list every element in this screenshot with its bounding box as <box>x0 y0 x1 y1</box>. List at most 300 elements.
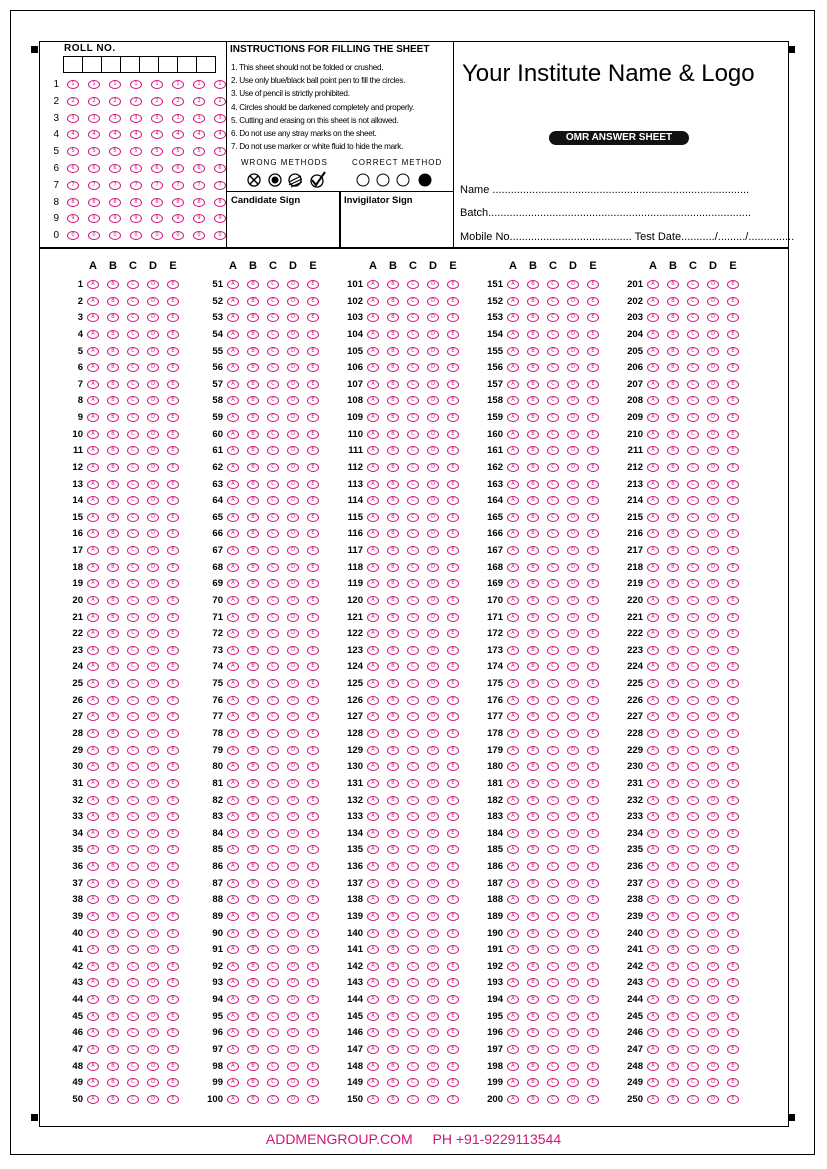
answer-bubble[interactable]: B <box>247 579 259 588</box>
answer-bubble[interactable]: E <box>447 629 459 638</box>
answer-bubble[interactable]: D <box>287 446 299 455</box>
answer-bubble[interactable]: B <box>527 396 539 405</box>
answer-bubble[interactable]: A <box>227 563 239 572</box>
answer-bubble[interactable]: A <box>87 1012 99 1021</box>
answer-bubble[interactable]: B <box>387 862 399 871</box>
answer-bubble[interactable]: E <box>167 1095 179 1104</box>
answer-bubble[interactable]: C <box>127 995 139 1004</box>
answer-bubble[interactable]: A <box>507 746 519 755</box>
roll-digit-bubble[interactable]: 1 <box>88 80 100 89</box>
answer-bubble[interactable]: A <box>227 363 239 372</box>
answer-bubble[interactable]: D <box>147 330 159 339</box>
answer-bubble[interactable]: C <box>267 845 279 854</box>
answer-bubble[interactable]: E <box>167 347 179 356</box>
answer-bubble[interactable]: D <box>707 845 719 854</box>
answer-bubble[interactable]: B <box>387 895 399 904</box>
answer-bubble[interactable]: A <box>87 812 99 821</box>
answer-bubble[interactable]: E <box>167 862 179 871</box>
answer-bubble[interactable]: D <box>567 862 579 871</box>
answer-bubble[interactable]: D <box>427 529 439 538</box>
answer-bubble[interactable]: E <box>447 380 459 389</box>
answer-bubble[interactable]: C <box>407 879 419 888</box>
answer-bubble[interactable]: D <box>707 563 719 572</box>
answer-bubble[interactable]: C <box>687 347 699 356</box>
answer-bubble[interactable]: B <box>667 696 679 705</box>
answer-bubble[interactable]: D <box>707 413 719 422</box>
answer-bubble[interactable]: C <box>407 1062 419 1071</box>
answer-bubble[interactable]: C <box>687 496 699 505</box>
answer-bubble[interactable]: B <box>667 446 679 455</box>
answer-bubble[interactable]: E <box>587 712 599 721</box>
answer-bubble[interactable]: B <box>667 679 679 688</box>
answer-bubble[interactable]: B <box>527 496 539 505</box>
answer-bubble[interactable]: D <box>147 629 159 638</box>
answer-bubble[interactable]: C <box>407 413 419 422</box>
answer-bubble[interactable]: E <box>447 978 459 987</box>
answer-bubble[interactable]: D <box>287 862 299 871</box>
answer-bubble[interactable]: C <box>127 313 139 322</box>
answer-bubble[interactable]: C <box>687 762 699 771</box>
answer-bubble[interactable]: A <box>227 929 239 938</box>
roll-digit-bubble[interactable]: 2 <box>214 97 226 106</box>
answer-bubble[interactable]: E <box>447 662 459 671</box>
answer-bubble[interactable]: A <box>87 596 99 605</box>
answer-bubble[interactable]: A <box>227 862 239 871</box>
roll-digit-bubble[interactable]: 5 <box>67 147 79 156</box>
answer-bubble[interactable]: C <box>127 729 139 738</box>
answer-bubble[interactable]: A <box>367 829 379 838</box>
answer-bubble[interactable]: A <box>507 380 519 389</box>
roll-digit-bubble[interactable]: 2 <box>130 97 142 106</box>
answer-bubble[interactable]: B <box>247 679 259 688</box>
answer-bubble[interactable]: E <box>307 347 319 356</box>
answer-bubble[interactable]: A <box>647 1028 659 1037</box>
answer-bubble[interactable]: E <box>587 912 599 921</box>
answer-bubble[interactable]: A <box>367 945 379 954</box>
answer-bubble[interactable]: A <box>647 929 659 938</box>
answer-bubble[interactable]: E <box>307 829 319 838</box>
answer-bubble[interactable]: B <box>107 380 119 389</box>
answer-bubble[interactable]: D <box>427 1078 439 1087</box>
answer-bubble[interactable]: C <box>407 962 419 971</box>
answer-bubble[interactable]: C <box>127 845 139 854</box>
answer-bubble[interactable]: D <box>147 978 159 987</box>
answer-bubble[interactable]: C <box>407 480 419 489</box>
answer-bubble[interactable]: A <box>87 563 99 572</box>
answer-bubble[interactable]: E <box>307 396 319 405</box>
answer-bubble[interactable]: E <box>727 812 739 821</box>
answer-bubble[interactable]: A <box>367 762 379 771</box>
answer-bubble[interactable]: E <box>307 845 319 854</box>
answer-bubble[interactable]: A <box>227 729 239 738</box>
answer-bubble[interactable]: B <box>667 1062 679 1071</box>
answer-bubble[interactable]: C <box>687 1078 699 1087</box>
answer-bubble[interactable]: E <box>587 480 599 489</box>
answer-bubble[interactable]: A <box>87 1045 99 1054</box>
answer-bubble[interactable]: B <box>247 396 259 405</box>
answer-bubble[interactable]: D <box>427 413 439 422</box>
answer-bubble[interactable]: E <box>587 396 599 405</box>
answer-bubble[interactable]: A <box>227 347 239 356</box>
answer-bubble[interactable]: A <box>367 430 379 439</box>
answer-bubble[interactable]: A <box>507 1028 519 1037</box>
answer-bubble[interactable]: B <box>527 796 539 805</box>
answer-bubble[interactable]: D <box>707 513 719 522</box>
answer-bubble[interactable]: D <box>427 1095 439 1104</box>
answer-bubble[interactable]: C <box>407 297 419 306</box>
answer-bubble[interactable]: A <box>367 529 379 538</box>
answer-bubble[interactable]: E <box>307 596 319 605</box>
answer-bubble[interactable]: D <box>287 895 299 904</box>
answer-bubble[interactable]: C <box>547 712 559 721</box>
answer-bubble[interactable]: A <box>87 945 99 954</box>
answer-bubble[interactable]: B <box>247 1095 259 1104</box>
answer-bubble[interactable]: C <box>267 1045 279 1054</box>
roll-digit-bubble[interactable]: 4 <box>172 130 184 139</box>
answer-bubble[interactable]: D <box>427 945 439 954</box>
answer-bubble[interactable]: E <box>447 895 459 904</box>
answer-bubble[interactable]: D <box>707 297 719 306</box>
answer-bubble[interactable]: A <box>367 563 379 572</box>
answer-bubble[interactable]: A <box>87 1028 99 1037</box>
roll-digit-bubble[interactable]: 2 <box>109 97 121 106</box>
batch-field[interactable]: Batch...................................................................................... <box>460 207 751 219</box>
answer-bubble[interactable]: A <box>367 962 379 971</box>
answer-bubble[interactable]: B <box>667 563 679 572</box>
answer-bubble[interactable]: D <box>567 1062 579 1071</box>
answer-bubble[interactable]: B <box>527 1045 539 1054</box>
answer-bubble[interactable]: B <box>387 1028 399 1037</box>
answer-bubble[interactable]: C <box>547 829 559 838</box>
answer-bubble[interactable]: C <box>267 413 279 422</box>
answer-bubble[interactable]: A <box>367 1078 379 1087</box>
answer-bubble[interactable]: A <box>87 546 99 555</box>
answer-bubble[interactable]: C <box>127 463 139 472</box>
answer-bubble[interactable]: C <box>407 596 419 605</box>
roll-digit-bubble[interactable]: 2 <box>172 97 184 106</box>
answer-bubble[interactable]: A <box>507 912 519 921</box>
answer-bubble[interactable]: B <box>387 762 399 771</box>
answer-bubble[interactable]: B <box>387 1095 399 1104</box>
answer-bubble[interactable]: A <box>367 1012 379 1021</box>
answer-bubble[interactable]: D <box>567 313 579 322</box>
answer-bubble[interactable]: D <box>567 1078 579 1087</box>
answer-bubble[interactable]: D <box>147 446 159 455</box>
answer-bubble[interactable]: A <box>87 513 99 522</box>
answer-bubble[interactable]: E <box>727 613 739 622</box>
answer-bubble[interactable]: A <box>647 762 659 771</box>
answer-bubble[interactable]: D <box>287 679 299 688</box>
answer-bubble[interactable]: D <box>427 929 439 938</box>
answer-bubble[interactable]: E <box>307 496 319 505</box>
answer-bubble[interactable]: D <box>147 679 159 688</box>
answer-bubble[interactable]: A <box>227 546 239 555</box>
answer-bubble[interactable]: C <box>267 696 279 705</box>
answer-bubble[interactable]: C <box>267 396 279 405</box>
answer-bubble[interactable]: D <box>707 962 719 971</box>
roll-digit-bubble[interactable]: 4 <box>193 130 205 139</box>
answer-bubble[interactable]: D <box>427 480 439 489</box>
answer-bubble[interactable]: D <box>707 662 719 671</box>
answer-bubble[interactable]: E <box>447 513 459 522</box>
answer-bubble[interactable]: C <box>267 1062 279 1071</box>
answer-bubble[interactable]: A <box>507 962 519 971</box>
answer-bubble[interactable]: D <box>147 596 159 605</box>
answer-bubble[interactable]: A <box>507 895 519 904</box>
answer-bubble[interactable]: C <box>687 579 699 588</box>
answer-bubble[interactable]: D <box>427 829 439 838</box>
answer-bubble[interactable]: D <box>567 696 579 705</box>
answer-bubble[interactable]: A <box>367 413 379 422</box>
answer-bubble[interactable]: A <box>367 845 379 854</box>
answer-bubble[interactable]: B <box>107 646 119 655</box>
answer-bubble[interactable]: D <box>707 529 719 538</box>
answer-bubble[interactable]: D <box>707 1078 719 1087</box>
answer-bubble[interactable]: A <box>647 746 659 755</box>
answer-bubble[interactable]: A <box>507 496 519 505</box>
answer-bubble[interactable]: A <box>227 596 239 605</box>
answer-bubble[interactable]: C <box>547 696 559 705</box>
answer-bubble[interactable]: C <box>267 513 279 522</box>
roll-digit-bubble[interactable]: 6 <box>193 164 205 173</box>
answer-bubble[interactable]: B <box>107 629 119 638</box>
answer-bubble[interactable]: C <box>127 712 139 721</box>
answer-bubble[interactable]: E <box>447 430 459 439</box>
answer-bubble[interactable]: A <box>227 396 239 405</box>
roll-digit-bubble[interactable]: 7 <box>67 181 79 190</box>
answer-bubble[interactable]: C <box>547 1028 559 1037</box>
answer-bubble[interactable]: E <box>587 1045 599 1054</box>
answer-bubble[interactable]: C <box>547 546 559 555</box>
answer-bubble[interactable]: B <box>247 845 259 854</box>
answer-bubble[interactable]: B <box>667 313 679 322</box>
answer-bubble[interactable]: E <box>727 529 739 538</box>
answer-bubble[interactable]: E <box>167 297 179 306</box>
answer-bubble[interactable]: C <box>687 413 699 422</box>
answer-bubble[interactable]: E <box>727 895 739 904</box>
answer-bubble[interactable]: E <box>447 879 459 888</box>
answer-bubble[interactable]: A <box>367 1095 379 1104</box>
answer-bubble[interactable]: A <box>647 280 659 289</box>
answer-bubble[interactable]: D <box>707 929 719 938</box>
answer-bubble[interactable]: C <box>127 895 139 904</box>
answer-bubble[interactable]: D <box>567 629 579 638</box>
answer-bubble[interactable]: D <box>427 712 439 721</box>
answer-bubble[interactable]: D <box>287 596 299 605</box>
answer-bubble[interactable]: A <box>227 762 239 771</box>
answer-bubble[interactable]: E <box>727 380 739 389</box>
answer-bubble[interactable]: A <box>87 662 99 671</box>
answer-bubble[interactable]: C <box>267 1095 279 1104</box>
answer-bubble[interactable]: E <box>447 912 459 921</box>
answer-bubble[interactable]: C <box>547 1045 559 1054</box>
answer-bubble[interactable]: B <box>247 862 259 871</box>
answer-bubble[interactable]: D <box>707 746 719 755</box>
answer-bubble[interactable]: D <box>287 1012 299 1021</box>
answer-bubble[interactable]: C <box>547 796 559 805</box>
answer-bubble[interactable]: C <box>127 579 139 588</box>
answer-bubble[interactable]: C <box>547 646 559 655</box>
answer-bubble[interactable]: D <box>287 779 299 788</box>
answer-bubble[interactable]: B <box>247 1028 259 1037</box>
answer-bubble[interactable]: C <box>127 762 139 771</box>
answer-bubble[interactable]: B <box>107 679 119 688</box>
answer-bubble[interactable]: E <box>307 513 319 522</box>
answer-bubble[interactable]: D <box>567 712 579 721</box>
answer-bubble[interactable]: C <box>407 978 419 987</box>
answer-bubble[interactable]: B <box>527 895 539 904</box>
answer-bubble[interactable]: D <box>147 779 159 788</box>
answer-bubble[interactable]: D <box>707 829 719 838</box>
answer-bubble[interactable]: A <box>227 662 239 671</box>
answer-bubble[interactable]: E <box>587 679 599 688</box>
answer-bubble[interactable]: E <box>167 912 179 921</box>
answer-bubble[interactable]: E <box>447 945 459 954</box>
answer-bubble[interactable]: A <box>227 712 239 721</box>
answer-bubble[interactable]: D <box>427 579 439 588</box>
answer-bubble[interactable]: C <box>127 696 139 705</box>
answer-bubble[interactable]: C <box>687 796 699 805</box>
answer-bubble[interactable]: C <box>127 945 139 954</box>
answer-bubble[interactable]: B <box>527 929 539 938</box>
answer-bubble[interactable]: B <box>387 845 399 854</box>
answer-bubble[interactable]: C <box>267 879 279 888</box>
answer-bubble[interactable]: E <box>167 496 179 505</box>
answer-bubble[interactable]: B <box>107 1095 119 1104</box>
answer-bubble[interactable]: B <box>247 729 259 738</box>
answer-bubble[interactable]: C <box>687 945 699 954</box>
roll-digit-bubble[interactable]: 3 <box>109 114 121 123</box>
answer-bubble[interactable]: A <box>647 712 659 721</box>
answer-bubble[interactable]: C <box>547 962 559 971</box>
answer-bubble[interactable]: A <box>647 779 659 788</box>
answer-bubble[interactable]: D <box>147 796 159 805</box>
answer-bubble[interactable]: E <box>447 1012 459 1021</box>
answer-bubble[interactable]: A <box>227 1012 239 1021</box>
answer-bubble[interactable]: D <box>707 796 719 805</box>
answer-bubble[interactable]: A <box>507 879 519 888</box>
answer-bubble[interactable]: B <box>667 962 679 971</box>
answer-bubble[interactable]: E <box>587 1028 599 1037</box>
answer-bubble[interactable]: C <box>547 330 559 339</box>
answer-bubble[interactable]: C <box>407 729 419 738</box>
answer-bubble[interactable]: B <box>387 496 399 505</box>
answer-bubble[interactable]: B <box>527 380 539 389</box>
answer-bubble[interactable]: B <box>387 529 399 538</box>
answer-bubble[interactable]: A <box>367 779 379 788</box>
answer-bubble[interactable]: D <box>287 380 299 389</box>
answer-bubble[interactable]: A <box>227 1095 239 1104</box>
answer-bubble[interactable]: A <box>87 463 99 472</box>
answer-bubble[interactable]: A <box>647 313 659 322</box>
answer-bubble[interactable]: C <box>407 696 419 705</box>
answer-bubble[interactable]: A <box>647 879 659 888</box>
answer-bubble[interactable]: A <box>87 779 99 788</box>
answer-bubble[interactable]: E <box>727 662 739 671</box>
answer-bubble[interactable]: C <box>267 746 279 755</box>
answer-bubble[interactable]: E <box>447 679 459 688</box>
answer-bubble[interactable]: B <box>527 330 539 339</box>
answer-bubble[interactable]: D <box>567 879 579 888</box>
answer-bubble[interactable]: E <box>447 646 459 655</box>
answer-bubble[interactable]: A <box>647 646 659 655</box>
answer-bubble[interactable]: C <box>407 1045 419 1054</box>
answer-bubble[interactable]: D <box>287 729 299 738</box>
answer-bubble[interactable]: C <box>127 662 139 671</box>
answer-bubble[interactable]: E <box>447 712 459 721</box>
roll-digit-bubble[interactable]: 6 <box>109 164 121 173</box>
answer-bubble[interactable]: E <box>307 629 319 638</box>
answer-bubble[interactable]: C <box>687 1062 699 1071</box>
answer-bubble[interactable]: B <box>387 1012 399 1021</box>
answer-bubble[interactable]: E <box>307 646 319 655</box>
answer-bubble[interactable]: A <box>367 579 379 588</box>
answer-bubble[interactable]: E <box>167 962 179 971</box>
answer-bubble[interactable]: B <box>107 1062 119 1071</box>
answer-bubble[interactable]: A <box>227 845 239 854</box>
answer-bubble[interactable]: B <box>527 313 539 322</box>
roll-digit-bubble[interactable]: 0 <box>130 231 142 240</box>
answer-bubble[interactable]: C <box>687 696 699 705</box>
answer-bubble[interactable]: E <box>447 463 459 472</box>
answer-bubble[interactable]: A <box>507 1062 519 1071</box>
answer-bubble[interactable]: B <box>247 1045 259 1054</box>
answer-bubble[interactable]: B <box>107 945 119 954</box>
answer-bubble[interactable]: E <box>587 613 599 622</box>
roll-no-write-box[interactable] <box>63 56 83 73</box>
answer-bubble[interactable]: E <box>307 912 319 921</box>
answer-bubble[interactable]: E <box>167 413 179 422</box>
answer-bubble[interactable]: E <box>447 446 459 455</box>
roll-digit-bubble[interactable]: 3 <box>67 114 79 123</box>
answer-bubble[interactable]: D <box>427 380 439 389</box>
answer-bubble[interactable]: E <box>447 995 459 1004</box>
answer-bubble[interactable]: C <box>267 679 279 688</box>
answer-bubble[interactable]: C <box>687 529 699 538</box>
roll-digit-bubble[interactable]: 1 <box>151 80 163 89</box>
roll-no-write-box[interactable] <box>158 56 178 73</box>
answer-bubble[interactable]: D <box>287 313 299 322</box>
answer-bubble[interactable]: A <box>227 879 239 888</box>
answer-bubble[interactable]: D <box>567 529 579 538</box>
answer-bubble[interactable]: A <box>507 1095 519 1104</box>
answer-bubble[interactable]: B <box>107 712 119 721</box>
answer-bubble[interactable]: B <box>667 662 679 671</box>
answer-bubble[interactable]: A <box>87 679 99 688</box>
answer-bubble[interactable]: C <box>267 662 279 671</box>
answer-bubble[interactable]: D <box>287 662 299 671</box>
answer-bubble[interactable]: E <box>727 480 739 489</box>
answer-bubble[interactable]: D <box>427 1028 439 1037</box>
answer-bubble[interactable]: B <box>527 1062 539 1071</box>
answer-bubble[interactable]: B <box>387 945 399 954</box>
answer-bubble[interactable]: C <box>407 895 419 904</box>
answer-bubble[interactable]: A <box>367 1028 379 1037</box>
answer-bubble[interactable]: D <box>567 1028 579 1037</box>
answer-bubble[interactable]: B <box>667 529 679 538</box>
answer-bubble[interactable]: C <box>267 862 279 871</box>
answer-bubble[interactable]: B <box>247 480 259 489</box>
roll-digit-bubble[interactable]: 5 <box>214 147 226 156</box>
answer-bubble[interactable]: E <box>167 396 179 405</box>
answer-bubble[interactable]: E <box>167 679 179 688</box>
answer-bubble[interactable]: D <box>427 662 439 671</box>
answer-bubble[interactable]: C <box>267 596 279 605</box>
answer-bubble[interactable]: B <box>527 762 539 771</box>
answer-bubble[interactable]: D <box>287 1078 299 1087</box>
roll-digit-bubble[interactable]: 7 <box>130 181 142 190</box>
answer-bubble[interactable]: B <box>107 746 119 755</box>
